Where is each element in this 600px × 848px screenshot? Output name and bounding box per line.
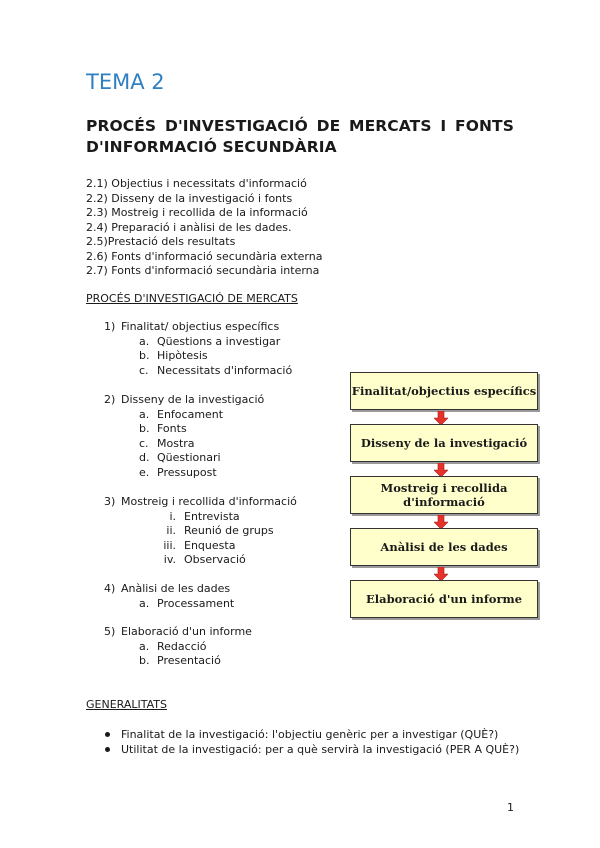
flow-box-design: Disseny de la investigació bbox=[350, 424, 538, 462]
document-title: PROCÉS D'INVESTIGACIÓ DE MERCATS I FONTS D'INFORMACIÓ SECUNDÀRIA bbox=[86, 117, 514, 156]
sub-marker: c. bbox=[139, 436, 149, 450]
flow-box-report: Elaboració d'un informe bbox=[350, 580, 538, 618]
step-label: Elaboració d'un informe bbox=[121, 625, 252, 638]
flow-box-analysis: Anàlisi de les dades bbox=[350, 528, 538, 566]
sub-item: Qüestionari bbox=[157, 451, 221, 464]
bullet-item: Finalitat de la investigació: l'objectiu genèric per a investigar (QUÈ?) bbox=[121, 728, 499, 741]
toc-item: 2.2) Disseny de la investigació i fonts bbox=[86, 191, 293, 205]
bullet-item: Utilitat de la investigació: per a què servirà la investigació (PER A QUÈ?) bbox=[121, 743, 520, 756]
sub-item: Pressupost bbox=[157, 465, 217, 479]
toc-item: 2.3) Mostreig i recollida de la informació bbox=[86, 206, 308, 219]
step-label: Finalitat/ objectius específics bbox=[121, 320, 280, 333]
process-step-4 bbox=[104, 582, 234, 611]
down-arrow-icon bbox=[434, 515, 448, 529]
table-of-contents bbox=[86, 177, 322, 279]
toc-item: 2.7) Fonts d'informació secundària interna bbox=[86, 264, 320, 277]
sub-marker: a. bbox=[139, 596, 150, 610]
sub-item: Mostra bbox=[157, 436, 195, 450]
sub-item: Processament bbox=[157, 596, 235, 610]
sub-item: Enquesta bbox=[184, 538, 236, 552]
step-number: 4) bbox=[104, 582, 116, 595]
sub-item: Observació bbox=[184, 553, 246, 566]
section-heading-generalitats: GENERALITATS bbox=[86, 698, 167, 711]
process-step-1 bbox=[104, 320, 292, 378]
sub-marker: a. bbox=[139, 334, 150, 348]
sub-item: Redacció bbox=[157, 639, 207, 653]
step-label: Mostreig i recollida d'informació bbox=[121, 495, 297, 508]
bullet-icon bbox=[105, 747, 110, 752]
toc-item: 2.6) Fonts d'informació secundària externa bbox=[86, 249, 323, 263]
sub-marker: b. bbox=[139, 654, 150, 667]
sub-item: Entrevista bbox=[184, 509, 240, 523]
toc-item: 2.4) Preparació i anàlisi de les dades. bbox=[86, 220, 292, 234]
step-label: Anàlisi de les dades bbox=[121, 582, 231, 595]
step-number: 3) bbox=[104, 495, 116, 508]
down-arrow-icon bbox=[434, 463, 448, 477]
bullet-icon bbox=[105, 732, 110, 737]
sub-marker: iv. bbox=[163, 553, 176, 566]
sub-item: Fonts bbox=[157, 422, 187, 435]
sub-marker: a. bbox=[139, 639, 150, 653]
sub-item: Reunió de grups bbox=[184, 524, 274, 537]
process-step-3 bbox=[104, 495, 297, 568]
down-arrow-icon bbox=[434, 567, 448, 581]
sub-item: Necessitats d'informació bbox=[157, 363, 293, 377]
process-step-5 bbox=[104, 625, 252, 669]
sub-marker: iii. bbox=[163, 538, 176, 552]
sub-item: Hipòtesis bbox=[157, 349, 208, 362]
sub-item: Qüestions a investigar bbox=[157, 334, 281, 348]
toc-item: 2.1) Objectius i necessitats d'informació bbox=[86, 177, 307, 190]
sub-item: Enfocament bbox=[157, 407, 224, 421]
sub-item: Presentació bbox=[157, 654, 221, 667]
sub-marker: i. bbox=[169, 509, 176, 523]
section-heading-process: PROCÉS D'INVESTIGACIÓ DE MERCATS bbox=[86, 292, 298, 305]
sub-marker: a. bbox=[139, 407, 150, 421]
step-label: Disseny de la investigació bbox=[121, 393, 265, 406]
sub-marker: c. bbox=[139, 363, 149, 377]
flow-box-objectives: Finalitat/objectius específics bbox=[350, 372, 538, 410]
toc-item: 2.5)Prestació dels resultats bbox=[86, 235, 236, 248]
chapter-heading: TEMA 2 bbox=[86, 70, 165, 94]
flow-box-sampling: Mostreig i recollida d'informació bbox=[350, 476, 538, 514]
step-number: 1) bbox=[104, 320, 116, 333]
sub-marker: ii. bbox=[166, 524, 176, 537]
sub-marker: d. bbox=[139, 451, 150, 464]
sub-marker: e. bbox=[139, 465, 150, 479]
process-step-2 bbox=[104, 393, 264, 480]
step-number: 2) bbox=[104, 393, 116, 406]
process-flow-diagram bbox=[350, 372, 538, 620]
sub-marker: b. bbox=[139, 349, 150, 362]
down-arrow-icon bbox=[434, 411, 448, 425]
page-number: 1 bbox=[507, 801, 514, 814]
sub-marker: b. bbox=[139, 422, 150, 435]
step-number: 5) bbox=[104, 625, 116, 638]
generalitats-list bbox=[104, 727, 519, 757]
